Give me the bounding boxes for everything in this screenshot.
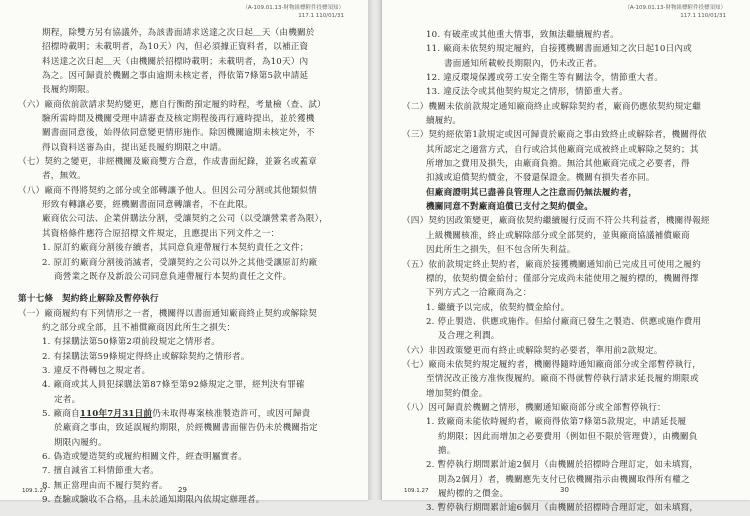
list-item: 1. 繼續予以完成，依契約價金給付。 (426, 302, 570, 313)
book-gutter (368, 0, 382, 500)
text-line: 下列方式之一洽廠商為之： (426, 288, 532, 299)
page-body (18, 26, 354, 507)
page-header: （A-109.01.13-財物組標附件投標須知） 117.1 110/01/31 (242, 5, 344, 19)
list-item: 13. 違反法令或其他契約規定之情形，情節重大者。 (426, 87, 628, 98)
text-line: 得以資料送審為由，提出延長履約期限之申請。 (42, 142, 227, 153)
text-line: 於廠商之事由，致延誤履約期限，於經機關書面催告仍未於機關指定 (54, 423, 318, 434)
text-line: 長履約期限。 (42, 85, 95, 96)
text-line: 擔。 (438, 445, 456, 456)
clause-7: （七）廠商未依契約規定履約者，機關得隨時通知廠商部分或全部暫停執行， (402, 359, 701, 370)
list-item: 12. 違反環境保護或勞工安全衛生等有關法令，情節重大者。 (426, 73, 664, 84)
text-line: 招標時載明；未載明者，為10天）內，但必須據正資料者，以補正資 (42, 42, 309, 53)
text-line: 增加契約價金。 (426, 388, 488, 399)
document-page-30 (382, 0, 750, 514)
text-line: 形致有轉讓必要，經機關書面同意轉讓者，不在此限。 (42, 200, 254, 211)
text-line: 續履約。 (426, 116, 462, 127)
clause-8: （八）廠商不得將契約之部分或全部轉讓予他人。但因公司分割或其他類似情 (18, 185, 317, 196)
text-line: 履約標的之價金。 (438, 489, 509, 499)
list-item: 1. 原訂約廠商分割後存續者，其同意負連帶履行本契約責任之文件； (42, 243, 309, 254)
text-line: 驗所需時間及機關受理申請審查及核定期程後再行適時提出，並於獲機 (42, 114, 315, 125)
list-item: 1. 有採購法第50條第2項前段規定之情形者。 (42, 337, 221, 348)
text-line: 廠商依公司法、企業併購法分割，受讓契約之公司（以受讓營業者為限）， (42, 214, 328, 225)
list-item: 2. 原訂約廠商分割後消滅者，受讓契約之公司以外之其他受讓原訂約廠 (42, 257, 318, 268)
text-line: 約之部分或全部，且不補償廠商因此所生之損失： (42, 322, 236, 333)
list-item: 2. 有採購法第59條規定得終止或解除契約之情形者。 (42, 351, 250, 362)
text-line: 商營業之既存及新設公司同意負連帶履行本契約責任之文件。 (54, 271, 292, 282)
text-line: 則為2個月）者，機關應先支付已依機關指示由機關取得所有權之 (438, 474, 690, 485)
page-body (402, 28, 738, 516)
list-item: 8. 無正當理由而不履行契約者。 (42, 480, 168, 491)
text-line: 其所認定之適當方式，自行或洽其他廠商完成被終止或解除之契約；其 (426, 144, 699, 155)
clause-6: （六）廠商依前款請求契約變更，應自行衡酌預定履約時程，考量檢（查、試） (18, 99, 326, 110)
list-item: 2. 暫停執行期間累計逾2個月（由機關於招標時合理訂定，如未填寫， (426, 460, 699, 471)
clause-6: （六）非因政策變更而有終止或解除契約必要者，準用前2款規定。 (402, 345, 663, 356)
text-line: 所增加之費用及損失，由廠商負擔。無洽其他廠商完成之必要者，得 (426, 159, 690, 170)
text-line: 關書面同意後，始得依同意變更情形施作。除因機關逾期未核定外，不 (42, 128, 315, 139)
text-line: 其資格條件應符合原招標文件規定，且應提出下列文件之一： (42, 228, 280, 239)
clause-3: （三）契約經依第1款規定或因可歸責於廠商之事由致終止或解除者，機關得依 (402, 130, 707, 141)
clause-5: （五）依前款規定終止契約者，廠商於接獲機關通知前已完成且可使用之履約 (402, 259, 701, 270)
list-item: 9. 查驗或驗收不合格，且未於通知期限內依規定辦理者。 (42, 495, 265, 505)
text-line: 至情況改正後方准恢復履約。廠商不得就暫停執行請求延長履約期限或 (426, 374, 699, 385)
article-17-heading: 第十七條 契約終止解除及暫停執行 (18, 294, 159, 305)
text-line: 書面通知所載較長期限內，仍未改正者。 (444, 58, 603, 69)
version-label: 109.1.27 (404, 488, 429, 494)
text-line: 約期限；因此而增加之必要費用（例如但不限於管理費），由機關負 (438, 431, 698, 442)
clause-1: （一）廠商履約有下列情形之一者，機關得以書面通知廠商終止契約或解除契 (18, 308, 317, 319)
clause-4: （四）契約因政策變更，廠商依契約繼續履行反而不符公共利益者，機關得報經 (402, 216, 710, 227)
list-item: 4. 廠商或其人員犯採購法第87條至第92條規定之罪，經判決有罪確 (42, 380, 305, 391)
bold-text: 但廠商證明其已盡善良管理人之注意而仍無法履約者， (426, 187, 638, 198)
clause-2: （二）機關未依前款規定通知廠商終止或解除契約者，廠商仍應依契約規定繼 (402, 101, 701, 112)
list-item: 6. 偽造或變造契約或履約相關文件，經查明屬實者。 (42, 451, 247, 462)
text-line: 扣減或追償契約價金，不發還保證金。機關有損失者亦同。 (426, 173, 655, 184)
clause-8: （八）因可歸責於機關之情形，機關通知廠商部分或全部暫停執行： (402, 402, 666, 413)
text-line: 上級機關核准，終止或解除部分或全部契約，並與廠商協議補償廠商 (426, 230, 690, 241)
version-label: 109.1.27 (22, 488, 47, 494)
list-item: 2. 停止製造、供應或施作。但給付廠商已發生之製造、供應或施作費用 (426, 316, 702, 327)
clause-7: （七）契約之變更，非經機關及廠商雙方合意，作成書面紀錄，並簽名或蓋章 (18, 157, 317, 168)
list-item: 3. 暫停執行期間累計逾6個月（由機關於招標時合理訂定，如未填寫， (426, 503, 699, 514)
text-line: 及合理之利潤。 (438, 331, 500, 342)
text-line: 標的，依契約價金給付；僅部分完成尚未能使用之履約標的，機關得擇 (426, 273, 699, 284)
list-item-5: 5. 廠商自110年7月31日前仍未取得專案核准製造許可，或因可歸責 (42, 408, 311, 419)
bold-text: 機關同意不對廠商追償已支付之契約價金。 (426, 202, 594, 213)
text-line: 者，無效。 (42, 171, 86, 182)
text-line: 定者。 (54, 394, 81, 405)
text-line: 因此所生之損失，但不包含所失利益。 (426, 245, 576, 256)
page-header: （A-109.01.13-財物組標附件投標須知） 117.1 110/01/31 (624, 5, 726, 19)
page-number: 29 (178, 486, 187, 494)
list-item: 1. 致廠商未能依時履約者，廠商得依第7條第5款規定，申請延長履 (426, 417, 687, 428)
text-line: 料送達之次日起＿天（由機關於招標時載明；未載明者，為10天）內 (42, 56, 309, 67)
list-item: 3. 違反不得轉包之規定者。 (42, 365, 151, 376)
highlighted-date: 110年7月31日前 (79, 408, 153, 419)
list-item: 10. 有破產或其他重大情事，致無法繼續履約者。 (426, 30, 620, 40)
document-page-29 (0, 0, 368, 505)
text-line: 期限內履約。 (54, 437, 107, 448)
text-line: 期程，除雙方另有協議外，為該書面請求送達之次日起＿天（由機關於 (42, 28, 315, 38)
text-line: 為之。因可歸責於機關之事由逾期未核定者，得依第7條第5款申請延 (42, 71, 309, 82)
list-item: 11. 廠商未依契約規定履約，自接獲機關書面通知之次日起10日內或 (426, 44, 692, 55)
page-number: 30 (560, 486, 569, 494)
list-item: 7. 擅自減省工料情節重大者。 (42, 466, 160, 477)
